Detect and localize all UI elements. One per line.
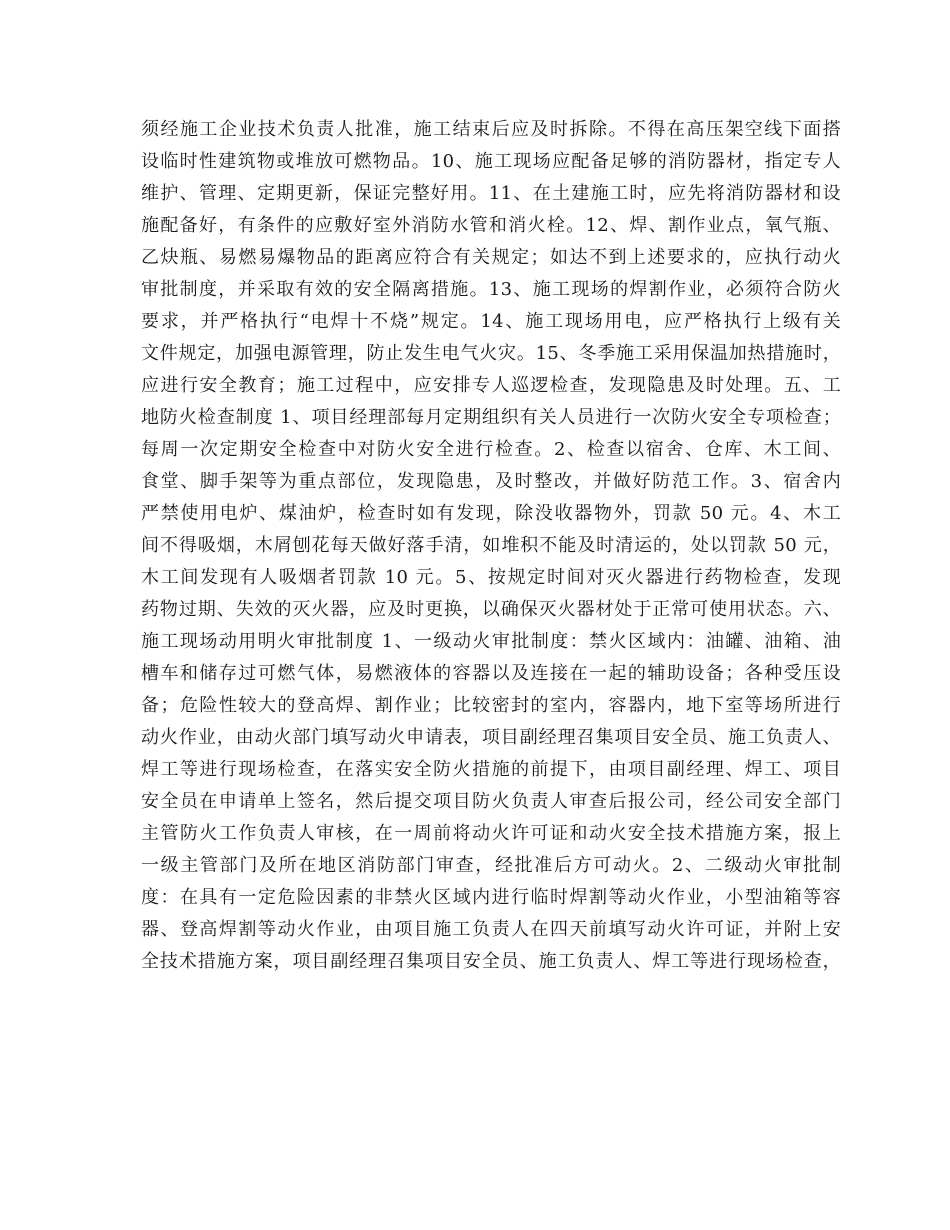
- text-line: 乙炔瓶、易燃易爆物品的距离应符合有关规定；如达不到上述要求的，应执行动火: [141, 247, 841, 268]
- text-line: 器、登高焊割等动火作业，由项目施工负责人在四天前填写动火许可证，并附上安: [141, 919, 841, 940]
- text-line: 施配备好，有条件的应敷好室外消防水管和消火栓。12、焊、割作业点，氧气瓶、: [141, 215, 841, 236]
- text-line: 备；危险性较大的登高焊、割作业；比较密封的室内，容器内，地下室等场所进行: [141, 695, 841, 716]
- text-line: 药物过期、失效的灭火器，应及时更换，以确保灭火器材处于正常可使用状态。六、: [141, 599, 841, 620]
- text-line: 严禁使用电炉、煤油炉，检查时如有发现，除没收器物外，罚款 50 元。4、木工: [141, 503, 841, 524]
- body-text: [141, 114, 841, 978]
- text-line: 食堂、脚手架等为重点部位，发现隐患，及时整改，并做好防范工作。3、宿舍内: [141, 471, 841, 492]
- text-line: 间不得吸烟，木屑刨花每天做好落手清，如堆积不能及时清运的，处以罚款 50 元，: [141, 535, 841, 556]
- text-line: 应进行安全教育；施工过程中，应安排专人巡逻检查，发现隐患及时处理。五、工: [141, 375, 841, 396]
- text-line: 一级主管部门及所在地区消防部门审查，经批准后方可动火。2、二级动火审批制: [141, 855, 841, 876]
- text-line: 槽车和储存过可燃气体，易燃液体的容器以及连接在一起的辅助设备；各种受压设: [141, 663, 841, 684]
- text-line: 安全员在申请单上签名，然后提交项目防火负责人审查后报公司，经公司安全部门: [141, 791, 841, 812]
- text-line: 全技术措施方案，项目副经理召集项目安全员、施工负责人、焊工等进行现场检查，: [141, 951, 841, 972]
- text-line: 设临时性建筑物或堆放可燃物品。10、施工现场应配备足够的消防器材，指定专人: [141, 151, 841, 172]
- text-line: 须经施工企业技术负责人批准，施工结束后应及时拆除。不得在高压架空线下面搭: [141, 119, 841, 140]
- text-line: 焊工等进行现场检查，在落实安全防火措施的前提下，由项目副经理、焊工、项目: [141, 759, 841, 780]
- text-line: 施工现场动用明火审批制度 1、一级动火审批制度：禁火区域内：油罐、油箱、油: [141, 631, 841, 652]
- text-line: 文件规定，加强电源管理，防止发生电气火灾。15、冬季施工采用保温加热措施时，: [141, 343, 841, 364]
- text-line: 木工间发现有人吸烟者罚款 10 元。5、按规定时间对灭火器进行药物检查，发现: [141, 567, 841, 588]
- text-line: 地防火检查制度 1、项目经理部每月定期组织有关人员进行一次防火安全专项检查；: [141, 407, 841, 428]
- text-line: 度：在具有一定危险因素的非禁火区域内进行临时焊割等动火作业，小型油箱等容: [141, 887, 841, 908]
- text-line: 每周一次定期安全检查中对防火安全进行检查。2、检查以宿舍、仓库、木工间、: [141, 439, 841, 460]
- text-line: 要求，并严格执行“电焊十不烧”规定。14、施工现场用电，应严格执行上级有关: [141, 311, 841, 332]
- text-line: 审批制度，并采取有效的安全隔离措施。13、施工现场的焊割作业，必须符合防火: [141, 279, 841, 300]
- text-line: 维护、管理、定期更新，保证完整好用。11、在土建施工时，应先将消防器材和设: [141, 183, 841, 204]
- text-line: 动火作业，由动火部门填写动火申请表，项目副经理召集项目安全员、施工负责人、: [141, 727, 841, 748]
- text-line: 主管防火工作负责人审核，在一周前将动火许可证和动火安全技术措施方案，报上: [141, 823, 841, 844]
